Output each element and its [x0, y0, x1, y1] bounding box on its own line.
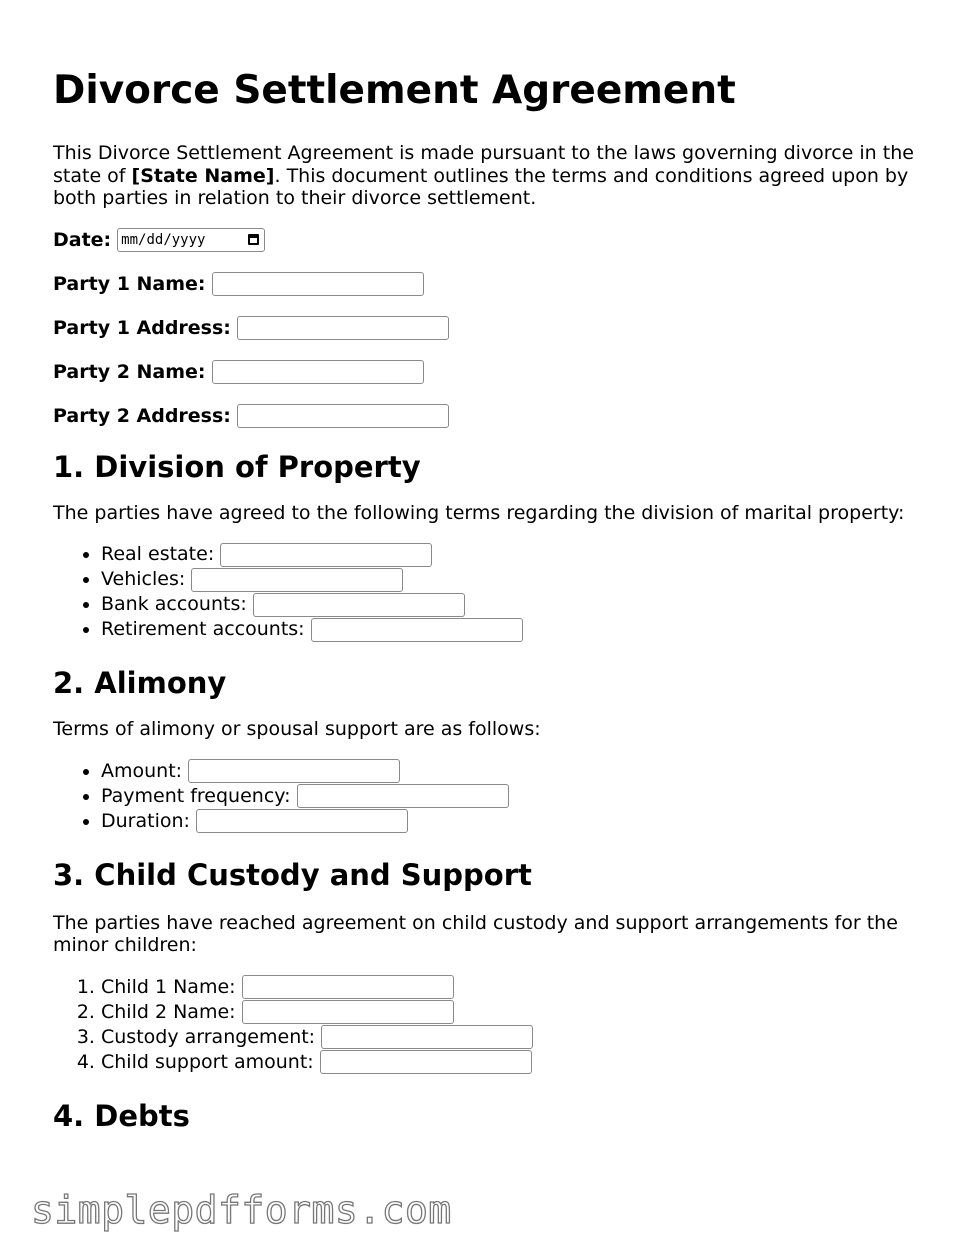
real-estate-label: Real estate: [101, 543, 215, 565]
party2-name-input[interactable] [212, 360, 424, 384]
section2-heading: 2. Alimony [53, 666, 227, 700]
intro-text-start: This Divorce Settlement Agreement is made pursuant to the laws governing divorce in the state of [53, 142, 914, 187]
list-item-child-support-amount [101, 1050, 923, 1075]
section3-heading: 3. Child Custody and Support [53, 857, 532, 892]
date-input[interactable] [117, 228, 265, 252]
section4-heading: 4. Debts [53, 1098, 190, 1133]
list-item-payment-frequency [101, 784, 923, 809]
party2-name-row [53, 360, 923, 384]
duration-label: Duration: [101, 809, 190, 832]
document-title: Divorce Settlement Agreement [53, 68, 736, 113]
date-placeholder: mm/dd/yyyy [121, 231, 206, 248]
state-name-placeholder: [State Name] [131, 164, 275, 187]
property-list [53, 542, 923, 642]
section1-heading: 1. Division of Property [53, 449, 421, 484]
section3-text: The parties have reached agreement on child custody and support arrangements for the minor children: [53, 911, 898, 956]
party1-name-input[interactable] [212, 272, 424, 296]
amount-label: Amount: [101, 759, 183, 782]
list-item-vehicles [101, 567, 923, 592]
custody-arrangement-input[interactable] [321, 1025, 533, 1049]
duration-input[interactable] [196, 809, 408, 833]
list-item-child1-name [101, 975, 923, 1000]
date-label: Date: [53, 228, 112, 251]
party2-address-row [53, 404, 923, 428]
list-item-amount [101, 759, 923, 784]
child-support-amount-input[interactable] [320, 1050, 532, 1074]
bank-accounts-input[interactable] [253, 593, 465, 617]
document-page [53, 0, 923, 1133]
section1-text: The parties have agreed to the following terms regarding the division of marital property: [53, 501, 905, 524]
party1-address-input[interactable] [237, 316, 449, 340]
list-item-retirement-accounts [101, 617, 923, 642]
real-estate-input[interactable] [220, 543, 432, 567]
alimony-list [53, 759, 923, 834]
child1-name-input[interactable] [242, 975, 454, 999]
child1-name-label: Child 1 Name: [101, 975, 236, 998]
section2-text: Terms of alimony or spousal support are as follows: [53, 718, 541, 740]
calendar-icon[interactable] [248, 234, 259, 245]
party2-address-input[interactable] [237, 404, 449, 428]
payment-frequency-input[interactable] [297, 784, 509, 808]
custody-arrangement-label: Custody arrangement: [101, 1025, 316, 1048]
party1-address-label: Party 1 Address: [53, 316, 231, 339]
amount-input[interactable] [188, 759, 400, 783]
retirement-accounts-input[interactable] [311, 618, 523, 642]
child-support-amount-label: Child support amount: [101, 1050, 314, 1073]
party2-address-label: Party 2 Address: [53, 404, 231, 427]
list-item-child2-name [101, 1000, 923, 1025]
list-item-duration [101, 809, 923, 834]
vehicles-input[interactable] [191, 568, 403, 592]
intro-text-end: . This document outlines the terms and conditions agreed upon by both parties in relation to their divorce settlement. [53, 164, 909, 209]
list-item-custody-arrangement [101, 1025, 923, 1050]
custody-list [53, 975, 923, 1075]
bank-accounts-label: Bank accounts: [101, 593, 247, 615]
payment-frequency-label: Payment frequency: [101, 784, 291, 807]
list-item-real-estate [101, 542, 923, 567]
party1-name-label: Party 1 Name: [53, 272, 206, 295]
vehicles-label: Vehicles: [101, 568, 186, 590]
party2-name-label: Party 2 Name: [53, 360, 206, 383]
intro-paragraph [53, 142, 923, 210]
child2-name-label: Child 2 Name: [101, 1000, 236, 1023]
watermark: simplepdfforms.com [31, 1188, 452, 1232]
date-row [53, 228, 923, 252]
party1-name-row [53, 272, 923, 296]
list-item-bank-accounts [101, 592, 923, 617]
party1-address-row [53, 316, 923, 340]
retirement-accounts-label: Retirement accounts: [101, 618, 305, 640]
child2-name-input[interactable] [242, 1000, 454, 1024]
